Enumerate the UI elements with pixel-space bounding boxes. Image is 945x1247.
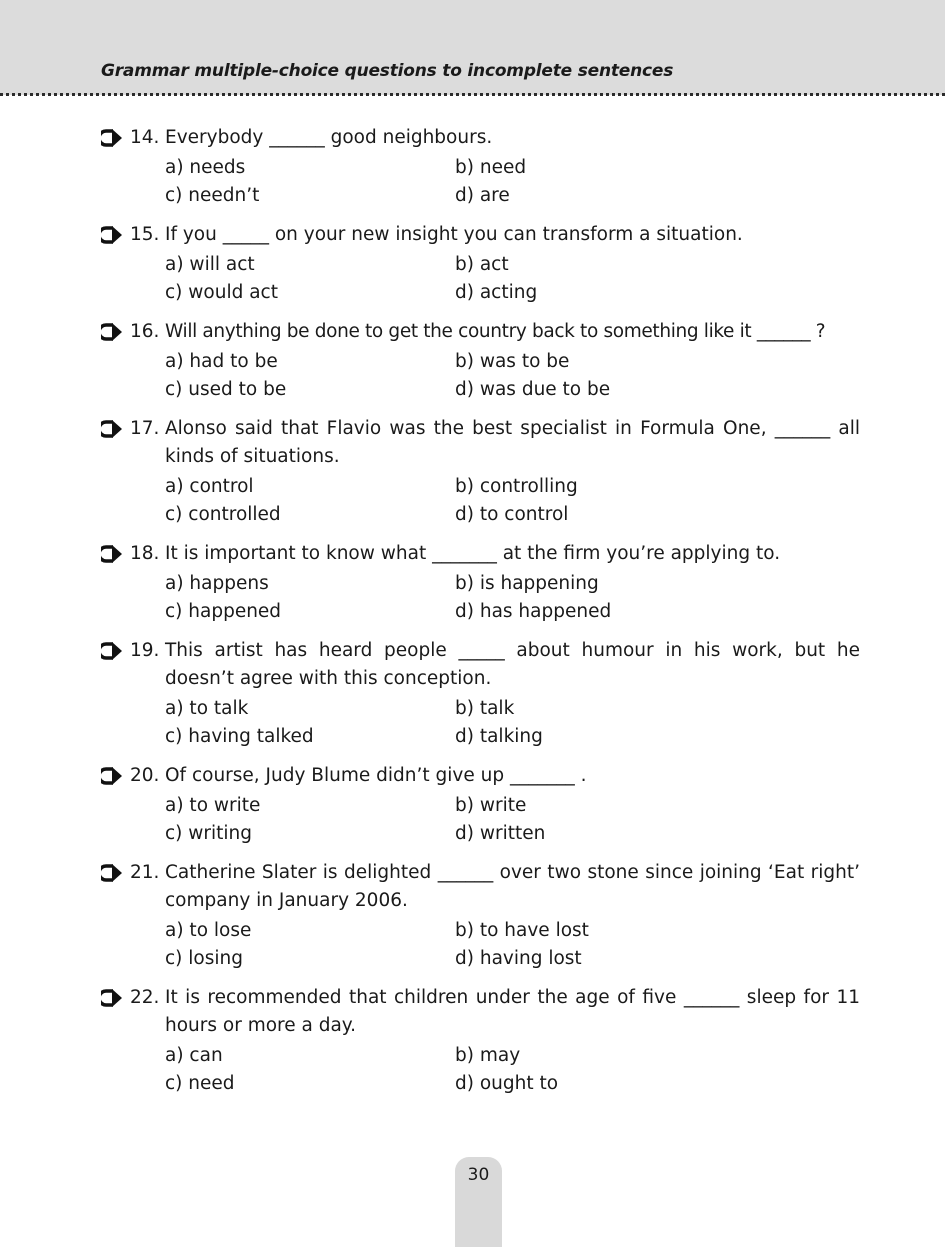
- dotted-divider: [0, 93, 945, 96]
- question-18: [100, 540, 860, 626]
- option-a: a) happens: [165, 573, 269, 594]
- option-a: a) will act: [165, 254, 255, 275]
- option-c: c) losing: [165, 948, 243, 969]
- option-b: b) write: [455, 795, 527, 816]
- option-b: b) was to be: [455, 351, 570, 372]
- question-number: 15.: [130, 224, 160, 245]
- option-d: d) talking: [455, 726, 543, 747]
- question-19: [100, 637, 860, 751]
- option-c: c) would act: [165, 282, 278, 303]
- question-text: Everybody ______ good neighbours.: [165, 127, 493, 148]
- question-20: [100, 762, 860, 848]
- question-text: If you _____ on your new insight you can transform a situation.: [165, 224, 743, 245]
- arrow-icon: [101, 989, 123, 1007]
- option-c: c) writing: [165, 823, 253, 844]
- arrow-icon: [101, 767, 123, 785]
- arrow-icon: [101, 642, 123, 660]
- option-d: d) was due to be: [455, 379, 611, 400]
- option-a: a) had to be: [165, 351, 278, 372]
- option-b: b) controlling: [455, 476, 578, 497]
- option-a: a) needs: [165, 157, 246, 178]
- option-c: c) happened: [165, 601, 282, 622]
- question-text: It is important to know what _______ at the firm you’re applying to.: [165, 543, 781, 564]
- option-c: c) need: [165, 1073, 235, 1094]
- question-22: [100, 984, 860, 1098]
- question-text: Of course, Judy Blume didn’t give up _______ .: [165, 765, 587, 786]
- question-number: 21.: [130, 862, 160, 883]
- question-text: Will anything be done to get the country back to something like it ______ ?: [165, 321, 826, 342]
- question-16: [100, 318, 860, 404]
- question-number: 22.: [130, 987, 160, 1008]
- question-number: 16.: [130, 321, 160, 342]
- question-number: 14.: [130, 127, 160, 148]
- option-d: d) acting: [455, 282, 538, 303]
- option-d: d) ought to: [455, 1073, 559, 1094]
- option-c: c) having talked: [165, 726, 314, 747]
- option-a: a) to lose: [165, 920, 252, 941]
- option-a: a) to talk: [165, 698, 249, 719]
- arrow-icon: [101, 420, 123, 438]
- option-c: c) needn’t: [165, 185, 260, 206]
- section-title: Grammar multiple-choice questions to incomplete sentences: [101, 61, 674, 81]
- option-d: d) to control: [455, 504, 569, 525]
- question-text: Alonso said that Flavio was the best specialist in Formula One, ______ all kinds of situations.: [165, 418, 860, 467]
- question-number: 20.: [130, 765, 160, 786]
- arrow-icon: [101, 323, 123, 341]
- option-c: c) controlled: [165, 504, 281, 525]
- option-a: a) can: [165, 1045, 223, 1066]
- page-number: 30: [467, 1165, 490, 1185]
- arrow-icon: [101, 226, 123, 244]
- option-b: b) may: [455, 1045, 521, 1066]
- option-d: d) are: [455, 185, 510, 206]
- arrow-icon: [101, 545, 123, 563]
- option-c: c) used to be: [165, 379, 287, 400]
- question-number: 17.: [130, 418, 160, 439]
- question-text: Catherine Slater is delighted ______ over two stone since joining ‘Eat right’ company in January 2006.: [165, 862, 860, 911]
- question-14: [100, 124, 860, 210]
- question-text: It is recommended that children under the age of five ______ sleep for 11 hours or more a day.: [165, 987, 860, 1036]
- option-d: d) written: [455, 823, 546, 844]
- question-17: [100, 415, 860, 529]
- option-b: b) talk: [455, 698, 515, 719]
- question-text: This artist has heard people _____ about humour in his work, but he doesn’t agree with this conception.: [165, 640, 860, 689]
- arrow-icon: [101, 129, 123, 147]
- option-a: a) to write: [165, 795, 261, 816]
- option-b: b) to have lost: [455, 920, 589, 941]
- option-a: a) control: [165, 476, 254, 497]
- arrow-icon: [101, 864, 123, 882]
- question-list: [100, 124, 860, 1109]
- option-b: b) need: [455, 157, 527, 178]
- question-number: 18.: [130, 543, 160, 564]
- question-number: 19.: [130, 640, 160, 661]
- option-b: b) act: [455, 254, 509, 275]
- option-d: d) having lost: [455, 948, 582, 969]
- option-b: b) is happening: [455, 573, 599, 594]
- question-21: [100, 859, 860, 973]
- question-15: [100, 221, 860, 307]
- option-d: d) has happened: [455, 601, 612, 622]
